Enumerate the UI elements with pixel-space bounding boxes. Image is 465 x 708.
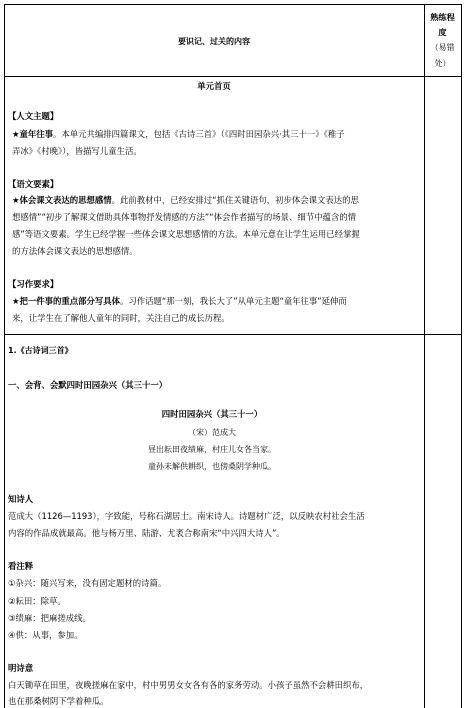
poem-title: 四时田园杂兴（其三十一） [161,409,263,419]
poem-line-2: 童孙未解供耕织，也傍桑阴学种瓜。 [148,462,276,471]
element-line-4: 的方法体会课文表达的思想感情。 [12,246,138,256]
theme-star: ★童年往事 [12,129,54,139]
table-border-top [4,4,462,5]
element-line-2: 想感情”“初步了解课文借助具体事物抒发情感的方法”“体会作者描写的场景、细节中蕴含的情 [12,212,356,222]
element-line-1 [12,194,359,206]
poem-author: （宋）范成大 [188,428,236,437]
element-text-1: 。此前教材中，已经安排过“抓住关键语句，初步体会课文表达的思 [111,195,359,205]
poem-line-1: 昼出耘田夜绩麻，村庄儿女各当家。 [148,445,276,454]
table-border-right [461,4,462,708]
table-row-divider-2 [4,334,462,335]
lesson-section-heading: 一、会背、会默四时田园杂兴（其三十一） [8,380,168,390]
author-heading: 知诗人 [8,494,34,504]
note-3: ③绩麻：把麻搓成线。 [8,613,91,623]
writing-heading: 【习作要求】 [8,279,59,289]
theme-heading: 【人文主题】 [8,111,59,121]
writing-star: ★把一件事的重点部分写具体 [12,296,121,306]
meaning-heading: 明诗意 [8,663,34,673]
theme-line-1 [12,128,345,140]
element-line-3: 感”等语文要素。学生已经学握一些体会课文思想感情的方法。本单元意在让学生运用已经掌握 [12,229,360,239]
author-line-2: 内容的作品成就最高。他与杨万里、陆游、尤袤合称南宋“中兴四大诗人”。 [8,528,285,538]
writing-line-1 [12,295,347,307]
writing-line-2: 来，让学生在了解他人童年的同时，关注自己的成长历程。 [12,313,230,323]
header-side-title-1: 熟练程 [430,12,455,22]
header-title: 要识记、过关的内容 [178,37,250,46]
element-star: ★体会课文表达的思想感情 [12,195,112,205]
table-row-divider-1 [4,76,462,77]
header-side-title-2: 度 [438,27,447,37]
element-heading: 【语文要素】 [8,179,59,189]
meaning-line-2: 也在那桑树阴下学着种瓜。 [8,696,109,706]
table-column-divider [424,4,425,708]
note-4: ④供：从事，参加。 [8,630,83,640]
note-1: ①杂兴：随兴写来，没有固定题材的诗篇。 [8,578,167,588]
unit-title: 单元首页 [197,81,231,91]
theme-text-1: 。本单元共编排四篇课文，包括《古诗三首》（《四时田园杂兴·其三十一》《稚子 [53,129,345,139]
meaning-line-1: 白天锄草在田里，夜晚搓麻在家中，村中男男女女各有各的家务劳动。小孩子虽然不会耕田织布， [8,680,369,690]
table-border-left [4,4,5,708]
header-side-note-2: 处） [434,59,451,68]
lesson-title: 1.《古诗词三首》 [8,346,73,355]
theme-line-2: 弄冰》《村晚》），皆描写儿童生活。 [12,146,142,156]
author-line-1: 范成大（1126—1193），字致能，号称石湖居士。南宋诗人。诗题材广泛，以反映农村社会生活 [8,511,365,521]
notes-heading: 看注释 [8,561,34,571]
note-2: ②耘田：除草。 [8,596,66,606]
header-side-note-1: （易错 [430,43,455,52]
writing-text-1: 。习作话题“那一刻，我长大了”从单元主题“童年往事”延伸而 [120,296,347,306]
